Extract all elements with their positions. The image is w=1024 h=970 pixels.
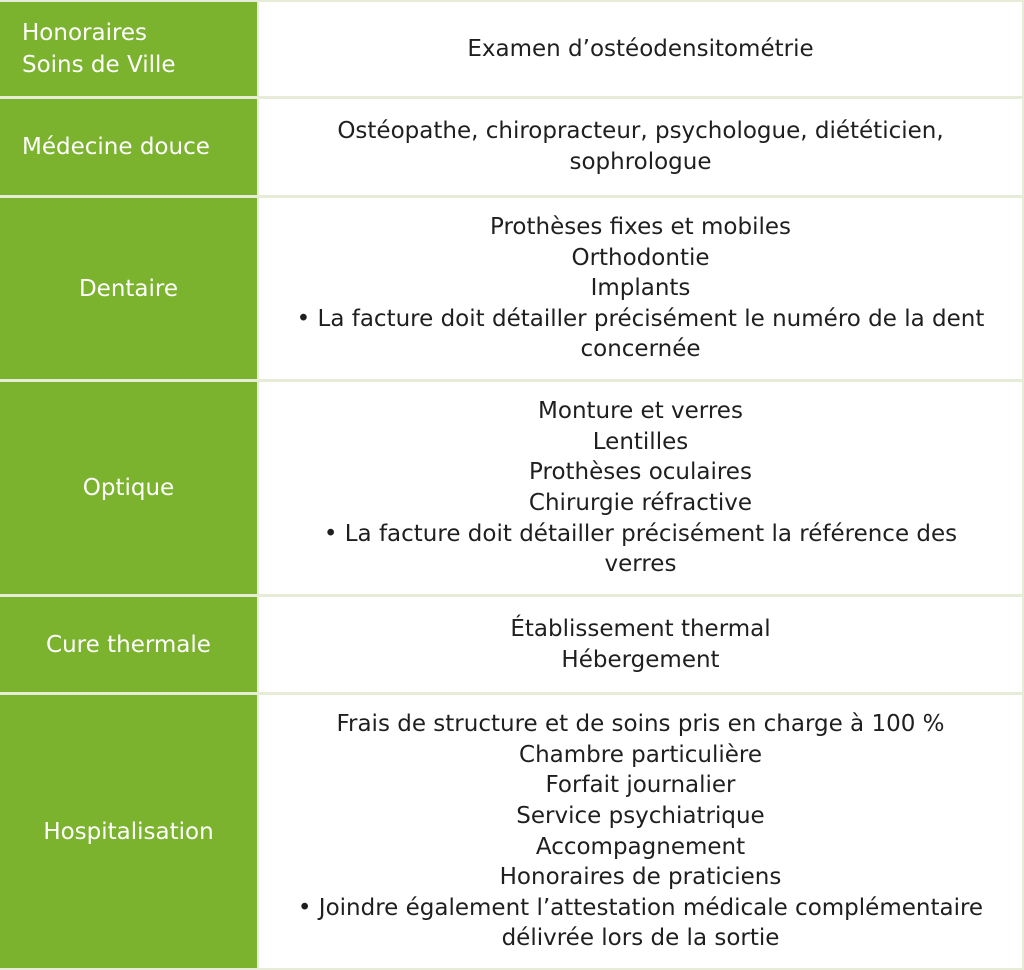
description-line: Implants <box>590 275 691 302</box>
description-line: Chambre particulière <box>519 741 762 768</box>
description-line: sophrologue <box>569 149 712 175</box>
category-cell <box>0 198 259 379</box>
category-cell <box>0 382 259 594</box>
description-cell <box>259 198 1024 379</box>
category-cell <box>0 597 259 692</box>
description-cell <box>259 695 1024 968</box>
category-cell <box>0 2 259 96</box>
description-line: Prothèses fixes et mobiles <box>490 214 791 241</box>
description-line: Examen d’ostéodensitométrie <box>467 35 814 62</box>
description-cell <box>259 382 1024 594</box>
description-line: Établissement thermal <box>510 615 771 642</box>
description-line: Prothèses oculaires <box>529 459 752 486</box>
description-cell <box>259 99 1024 195</box>
description-line: concernée <box>580 336 701 363</box>
category-label: Cure thermale <box>46 631 211 658</box>
description-line: Lentilles <box>592 428 689 455</box>
table-row <box>0 198 1024 382</box>
table-row <box>0 695 1024 968</box>
category-label: Dentaire <box>78 275 179 302</box>
description-cell <box>259 2 1024 96</box>
description-line: Monture et verres <box>538 398 743 425</box>
table-row <box>0 99 1024 198</box>
description-line: Service psychiatrique <box>516 802 765 829</box>
category-label: Optique <box>82 475 175 501</box>
description-cell <box>259 597 1024 692</box>
description-line: Accompagnement <box>535 833 746 860</box>
category-label: Hospitalisation <box>43 818 214 845</box>
table-row <box>0 597 1024 695</box>
bullet-note: • Joindre également l’attestation médicale complémentaire <box>297 894 984 921</box>
description-line: Honoraires de praticiens <box>499 864 782 891</box>
description-line: Hébergement <box>561 646 720 673</box>
description-line: Orthodontie <box>571 244 710 271</box>
table-row <box>0 2 1024 99</box>
table-row <box>0 382 1024 597</box>
description-line: Ostéopathe, chiropracteur, psychologue, diététicien, <box>337 118 944 145</box>
category-label: Médecine douce <box>22 134 210 160</box>
category-cell <box>0 99 259 195</box>
description-line: Forfait journalier <box>545 772 736 799</box>
description-line: verres <box>604 551 677 578</box>
category-cell <box>0 695 259 968</box>
bullet-note: • La facture doit détailler précisément le numéro de la dent <box>296 305 985 332</box>
bullet-note: • La facture doit détailler précisément la référence des <box>323 520 958 547</box>
description-line: Chirurgie réfractive <box>528 490 753 516</box>
description-line: délivrée lors de la sortie <box>501 925 780 952</box>
description-line: Frais de structure et de soins pris en charge à 100 % <box>336 711 945 738</box>
category-label: Honoraires Soins de Ville <box>22 20 176 78</box>
